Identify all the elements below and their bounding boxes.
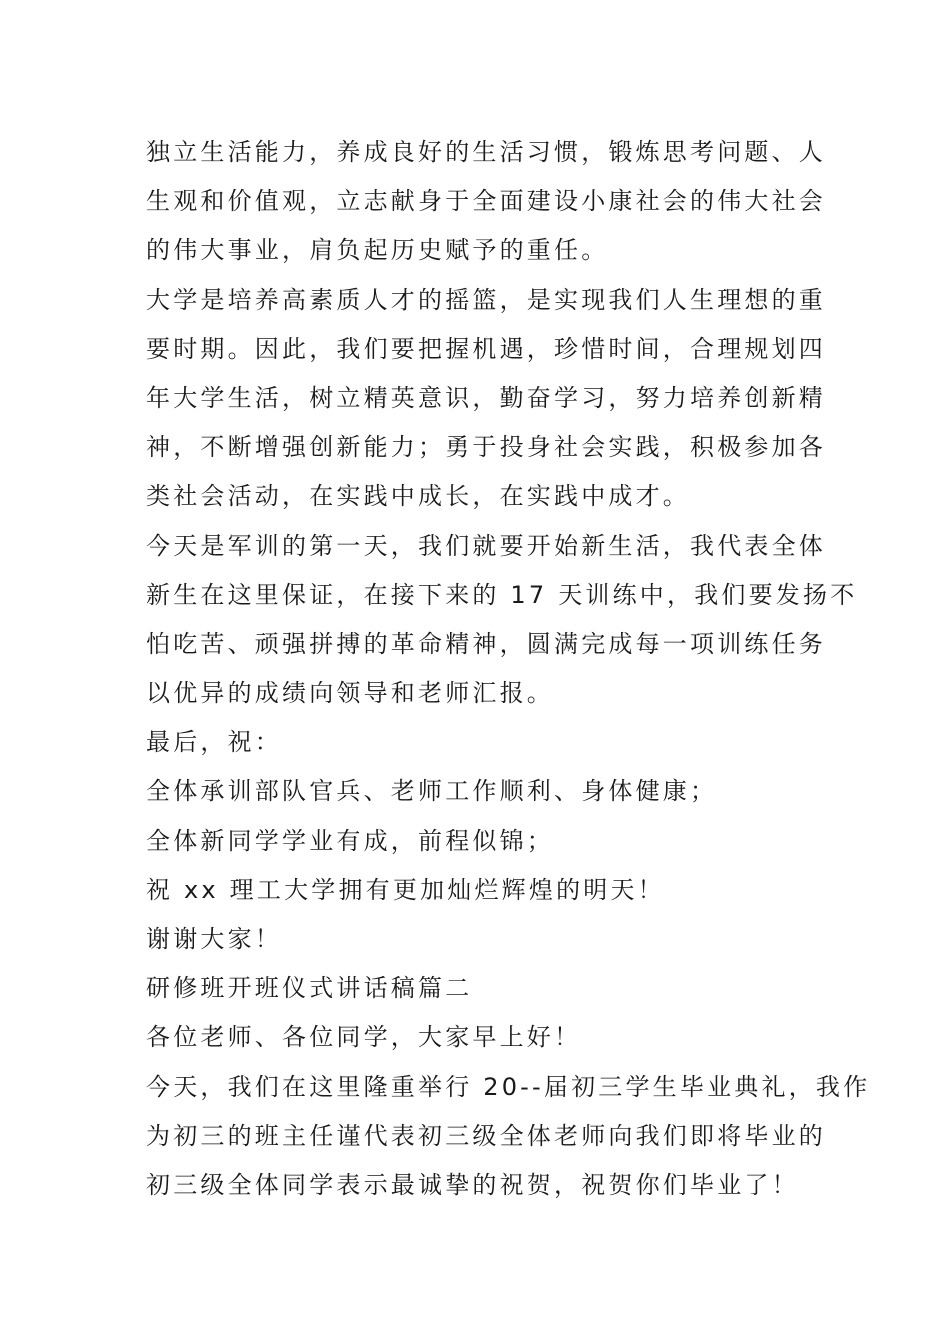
- text-line: 要时期。因此，我们要把握机遇，珍惜时间，合理规划四: [146, 334, 826, 363]
- paragraph-7: [146, 866, 812, 915]
- paragraph-1: [146, 128, 826, 276]
- text-line: 研修班开班仪式讲话稿篇二: [146, 974, 473, 1003]
- text-line: 独立生活能力，养成良好的生活习惯，锻炼思考问题、人: [146, 138, 826, 166]
- text-line: 全体承训部队官兵、老师工作顺利、身体健康；: [146, 777, 718, 806]
- text-line: 祝 xx 理工大学拥有更加灿烂辉煌的明天！: [146, 875, 665, 904]
- text-line: 为初三的班主任谨代表初三级全体老师向我们即将毕业的: [146, 1121, 826, 1150]
- text-line: 怕吃苦、顽强拼搏的革命精神，圆满完成每一项训练任务: [146, 629, 826, 658]
- paragraph-11: [146, 1063, 871, 1211]
- section-heading: [146, 964, 812, 1013]
- text-line: 今天是军训的第一天，我们就要开始新生活，我代表全体: [146, 531, 826, 560]
- text-line: 全体新同学学业有成，前程似锦；: [146, 826, 554, 855]
- text-line: 生观和价值观，立志献身于全面建设小康社会的伟大社会: [146, 187, 826, 216]
- text-line: 初三级全体同学表示最诚挚的祝贺，祝贺你们毕业了！: [146, 1170, 799, 1199]
- paragraph-8: [146, 915, 812, 964]
- text-line: 新生在这里保证，在接下来的 17 天训练中，我们要发扬不: [146, 580, 858, 609]
- text-line: 今天，我们在这里隆重举行 20--届初三学生毕业典礼，我作: [146, 1072, 871, 1101]
- paragraph-2: [146, 276, 826, 522]
- text-line: 谢谢大家！: [146, 925, 282, 953]
- text-line: 各位老师、各位同学，大家早上好！: [146, 1023, 582, 1052]
- text-line: 的伟大事业，肩负起历史赋予的重任。: [146, 236, 609, 265]
- paragraph-4: [146, 718, 812, 767]
- text-line: 年大学生活，树立精英意识，勤奋学习，努力培养创新精: [146, 383, 826, 412]
- text-line: 最后，祝：: [146, 728, 282, 757]
- text-line: 神，不断增强创新能力；勇于投身社会实践，积极参加各: [146, 433, 826, 462]
- text-line: 类社会活动，在实践中成长，在实践中成才。: [146, 482, 690, 511]
- paragraph-5: [146, 767, 812, 816]
- text-line: 以优异的成绩向领导和老师汇报。: [146, 679, 554, 708]
- paragraph-6: [146, 817, 812, 866]
- text-line: 大学是培养高素质人才的摇篮，是实现我们人生理想的重: [146, 285, 826, 314]
- document-body: [146, 128, 871, 1210]
- paragraph-3: [146, 522, 858, 719]
- paragraph-10: [146, 1013, 812, 1062]
